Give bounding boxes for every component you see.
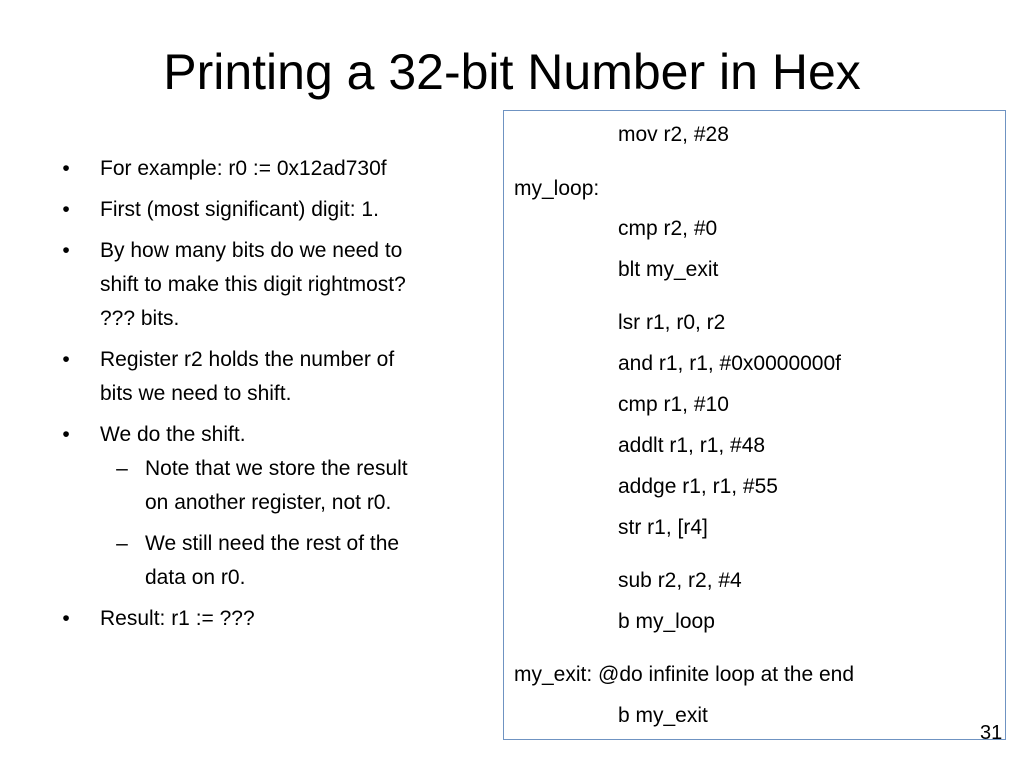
bullet-item <box>62 418 500 595</box>
bullet-text <box>100 193 500 227</box>
code-line: addlt r1, r1, #48 <box>618 434 766 457</box>
bullet-line: Register r2 holds the number of <box>100 348 395 371</box>
bullet-marker: • <box>62 607 70 630</box>
bullet-marker: • <box>62 348 70 371</box>
sub-bullet-text <box>145 452 500 520</box>
bullet-line: For example: r0 := 0x12ad730f <box>100 157 387 180</box>
sub-bullet-text <box>145 527 500 595</box>
sub-bullet-line: Note that we store the result <box>145 457 408 480</box>
bullet-text <box>100 234 500 336</box>
sub-bullet-marker: – <box>116 457 128 480</box>
code-line: lsr r1, r0, r2 <box>618 311 726 334</box>
bullet-item <box>62 152 500 186</box>
bullet-marker: • <box>62 239 70 262</box>
code-listing-box <box>503 110 1006 740</box>
bullet-item <box>62 343 500 411</box>
code-line: b my_loop <box>618 610 715 633</box>
sub-bullet-list <box>116 452 500 595</box>
sub-bullet-line: We still need the rest of the <box>145 532 400 555</box>
code-label-line: my_exit: @do infinite loop at the end <box>514 663 855 686</box>
bullet-line: We do the shift. <box>100 423 246 446</box>
bullet-marker: • <box>62 157 70 180</box>
bullet-line: First (most significant) digit: 1. <box>100 198 379 221</box>
code-label-line: my_loop: <box>514 177 600 200</box>
sub-bullet-marker: – <box>116 532 128 555</box>
code-line: addge r1, r1, #55 <box>618 475 778 498</box>
bullet-text <box>100 343 500 411</box>
bullet-line: ??? bits. <box>100 307 180 330</box>
bullet-line: bits we need to shift. <box>100 382 292 405</box>
sub-bullet-line: data on r0. <box>145 566 246 589</box>
code-line: str r1, [r4] <box>618 516 708 539</box>
code-line: mov r2, #28 <box>618 123 729 146</box>
code-line: cmp r1, #10 <box>618 393 729 416</box>
bullet-line: Result: r1 := ??? <box>100 607 255 630</box>
sub-bullet-item <box>116 452 500 520</box>
bullet-text <box>100 418 500 452</box>
sub-bullet-item <box>116 527 500 595</box>
bullet-marker: • <box>62 198 70 221</box>
page-number: 31 <box>980 722 1003 744</box>
bullet-text <box>100 152 500 186</box>
code-line: blt my_exit <box>618 258 719 281</box>
bullet-item <box>62 193 500 227</box>
bullet-item <box>62 602 500 636</box>
bullet-text <box>100 602 500 636</box>
code-line: cmp r2, #0 <box>618 217 718 240</box>
bullet-item <box>62 234 500 336</box>
bullet-line: shift to make this digit rightmost? <box>100 273 406 296</box>
bullet-list <box>62 152 500 643</box>
code-line: sub r2, r2, #4 <box>618 569 742 592</box>
code-line: b my_exit <box>618 704 708 727</box>
slide-title: Printing a 32-bit Number in Hex <box>163 44 861 100</box>
code-line: and r1, r1, #0x0000000f <box>618 352 842 375</box>
bullet-line: By how many bits do we need to <box>100 239 403 262</box>
bullet-marker: • <box>62 423 70 446</box>
sub-bullet-line: on another register, not r0. <box>145 491 392 514</box>
